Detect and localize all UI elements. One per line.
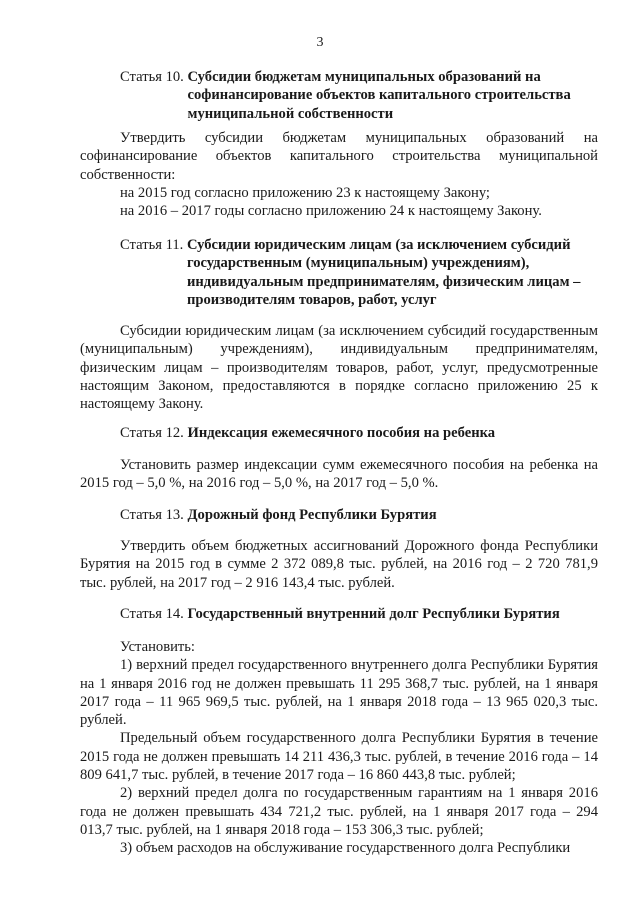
article-13-title: Дорожный фонд Республики Бурятия [187, 507, 437, 523]
article-14-heading [80, 605, 598, 623]
article-13-label: Статья 13. [120, 507, 184, 523]
article-14-title: Государственный внутренний долг Республики Бурятия [187, 606, 560, 622]
article-12-text: Установить размер индексации сумм ежемесячного пособия на ребенка на 2015 год – 5,0 %, на 2016 год – 5,0 %, на 2017 год – 5,0 %. [80, 457, 598, 492]
article-11-title: Субсидии юридическим лицам (за исключением субсидий государственным (муниципальным) учреждениям), индивидуальным предпринимателям, физическим лицам – производителям товаров, работ, услуг [186, 237, 581, 308]
article-11-label: Статья 11. [120, 237, 184, 253]
article-10-title: Субсидии бюджетам муниципальных образований на софинансирование объектов капитального строительства муниципальной собственности [187, 69, 571, 122]
article-10-text: Утвердить субсидии бюджетам муниципальных образований на софинансирование объектов капитального строительства муниципальной собственности: [80, 130, 598, 183]
article-10-body [80, 129, 598, 220]
article-12-title: Индексация ежемесячного пособия на ребенка [187, 425, 496, 441]
article-10-item: на 2015 год согласно приложению 23 к настоящему Закону; [120, 184, 490, 201]
article-11-body [80, 322, 598, 413]
article-14-body [80, 638, 598, 858]
page-number: 3 [316, 35, 324, 50]
article-14-label: Статья 14. [120, 606, 184, 622]
article-14-intro: Установить: [120, 639, 195, 655]
article-14-paragraph: 2) верхний предел долга по государственным гарантиям на 1 января 2016 года не должен превышать 434 721,2 тыс. рублей, на 1 января 2017 года – 294 013,7 тыс. рублей, на 1 января 2018 года – 153 306,3 тыс. рублей; [80, 785, 598, 838]
article-12-heading [80, 424, 598, 442]
article-14-paragraph: Предельный объем государственного долга Республики Бурятия в течение 2015 года не должен превышать 14 211 436,3 тыс. рублей, в течение 2016 года – 14 809 641,7 тыс. рублей, в течение 2017 года – 16 860 443,8 тыс. рублей; [80, 730, 598, 784]
article-12-label: Статья 12. [120, 425, 184, 441]
article-13-heading [80, 506, 598, 524]
article-11-text: Субсидии юридическим лицам (за исключением субсидий государственным (муниципальным) учреждениям), индивидуальным предпринимателям, физическим лицам – производителям товаров, работ, услуг, предусмотренные настоящим Законом, предоставляются в порядке согласно приложению 25 к настоящему Закону. [80, 323, 598, 413]
article-11-heading [80, 236, 598, 309]
article-12-body [80, 456, 598, 493]
article-14-paragraph: 1) верхний предел государственного внутреннего долга Республики Бурятия на 1 января 2016 год не должен превышать 11 295 368,7 тыс. рублей, на 1 января 2017 года – 11 965 969,5 тыс. рублей, на 1 января 2018 года – 13 965 020,3 тыс. рублей. [80, 657, 598, 729]
article-13-body [80, 537, 598, 592]
article-10-item: на 2016 – 2017 годы согласно приложению 24 к настоящему Закону. [120, 203, 542, 220]
article-14-paragraph: 3) объем расходов на обслуживание государственного долга Республики [120, 840, 571, 857]
article-13-text: Утвердить объем бюджетных ассигнований Дорожного фонда Республики Бурятия на 2015 год в сумме 2 372 089,8 тыс. рублей, на 2016 год – 2 720 781,9 тыс. рублей, на 2017 год – 2 916 143,4 тыс. рублей. [80, 538, 598, 591]
article-10-label: Статья 10. [120, 69, 184, 85]
article-10-heading [80, 68, 598, 123]
